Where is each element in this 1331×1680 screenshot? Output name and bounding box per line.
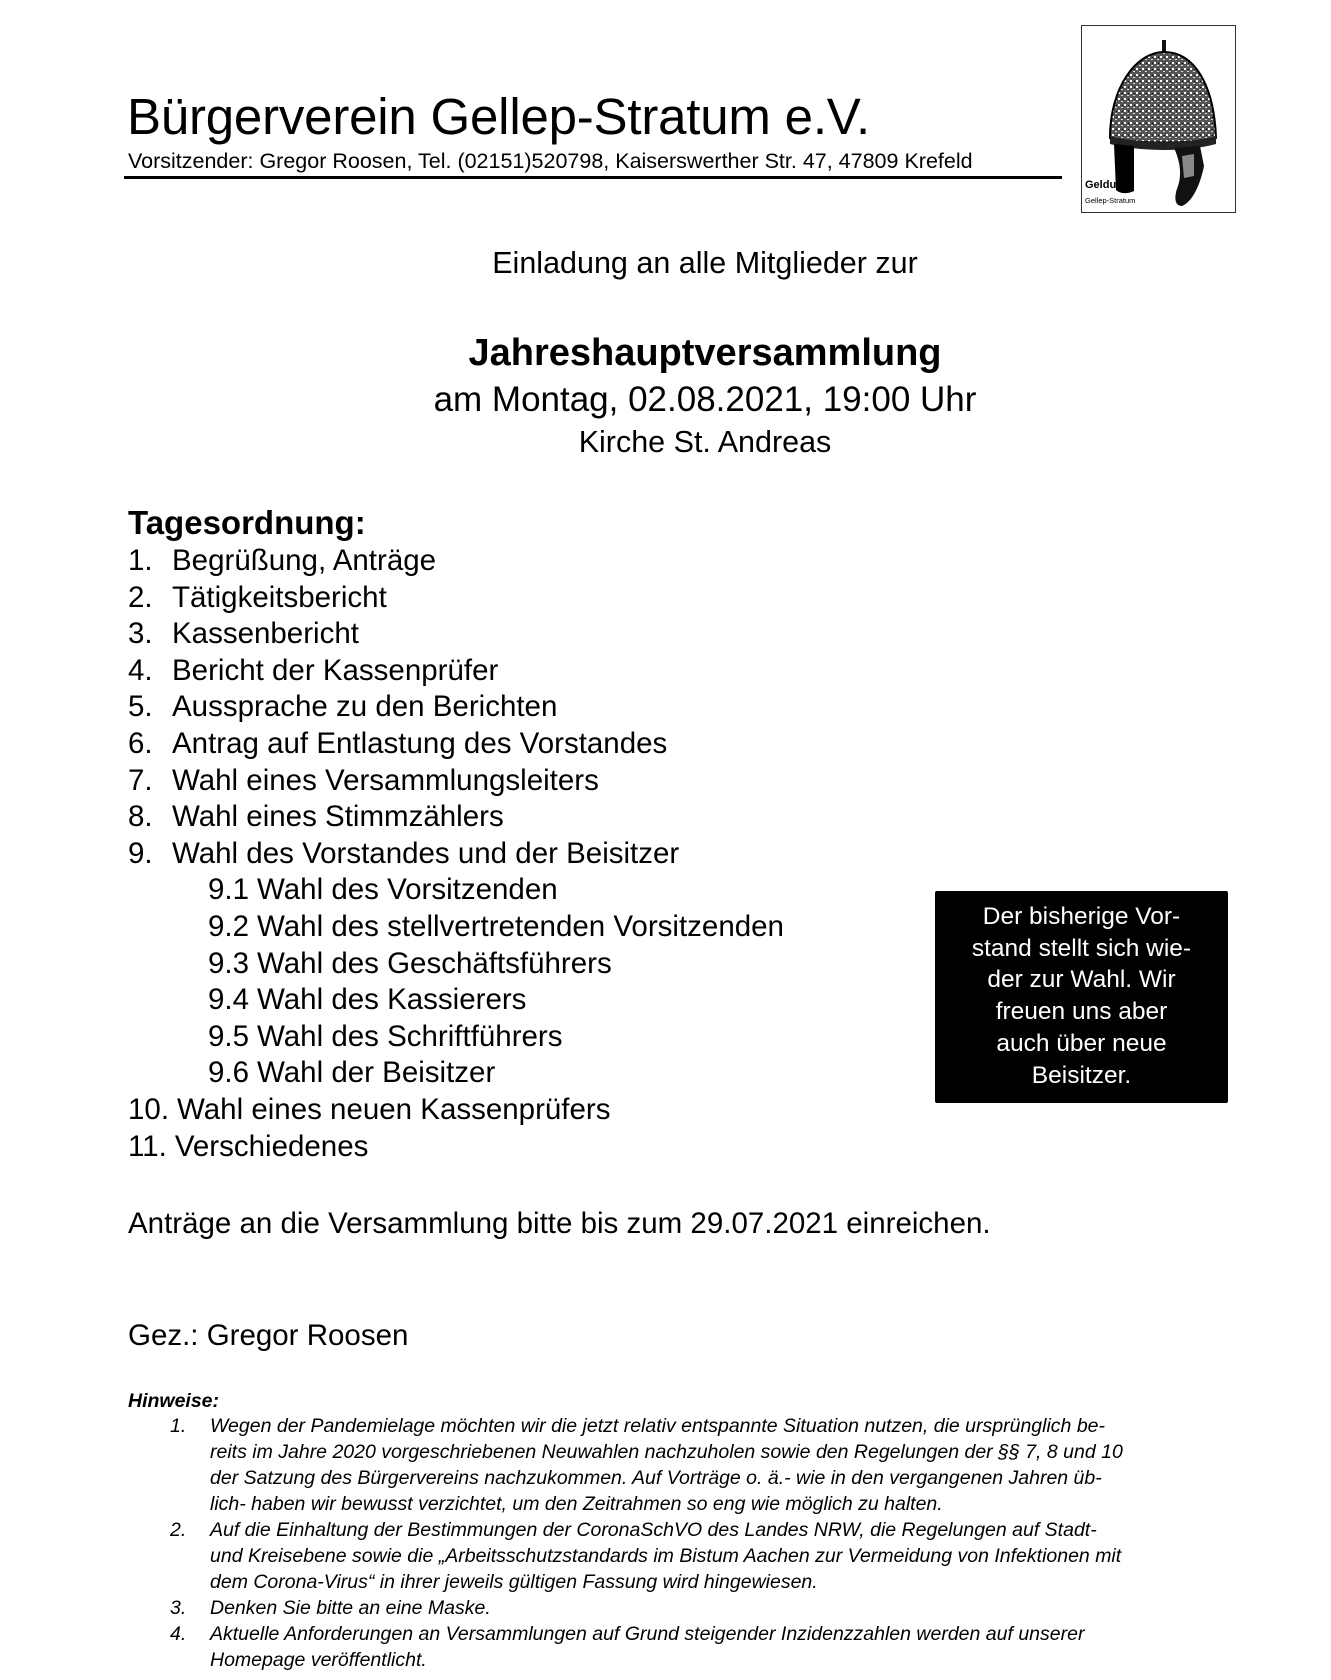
agenda-item-text: Begrüßung, Anträge xyxy=(172,544,437,577)
notes-heading: Hinweise: xyxy=(128,1390,220,1412)
agenda-heading: Tagesordnung: xyxy=(128,504,366,541)
agenda-item xyxy=(128,616,784,653)
callout-line: auch über neue xyxy=(996,1029,1167,1057)
note-item xyxy=(170,1413,1123,1517)
agenda-item-number: 9.3 xyxy=(208,946,250,980)
agenda-item-text: Antrag auf Entlastung des Vorstandes xyxy=(172,726,668,760)
note-item xyxy=(170,1517,1123,1595)
agenda-item-text: Wahl der Beisitzer xyxy=(257,1056,496,1090)
agenda-item-text: Wahl des Schriftführers xyxy=(257,1019,563,1053)
callout-line: stand stellt sich wie- xyxy=(971,934,1192,962)
agenda-subitem xyxy=(128,872,784,909)
submission-deadline: Anträge an die Versammlung bitte bis zum 29.07.2021 einreichen. xyxy=(128,1207,991,1240)
note-line: Aktuelle Anforderungen an Versammlungen auf Grund steigender Inzidenzzahlen werden auf unserer xyxy=(210,1623,1085,1645)
note-number: 2. xyxy=(170,1519,187,1541)
meeting-date: am Montag, 02.08.2021, 19:00 Uhr xyxy=(433,380,977,419)
organization-contact: Vorsitzender: Gregor Roosen, Tel. (02151)520798, Kaiserswerther Str. 47, 47809 Krefeld xyxy=(128,149,973,173)
agenda-item-number: 10. xyxy=(128,1092,170,1126)
note-number: 3. xyxy=(170,1597,187,1619)
agenda-item-number: 3. xyxy=(128,617,153,651)
agenda-item-text: Aussprache zu den Berichten xyxy=(172,690,558,724)
note-line: Auf die Einhaltung der Bestimmungen der CoronaSchVO des Landes NRW, die Regelungen auf Stadt- xyxy=(210,1519,1097,1541)
agenda-item xyxy=(128,726,784,763)
agenda-item-number: 2. xyxy=(128,580,153,614)
meeting-place: Kirche St. Andreas xyxy=(578,425,832,459)
agenda-item xyxy=(128,799,784,836)
agenda-item xyxy=(128,1129,784,1166)
note-line: Wegen der Pandemielage möchten wir die jetzt relativ entspannte Situation nutzen, die ursprünglich be- xyxy=(210,1415,1106,1437)
note-line: dem Corona-Virus“ in ihrer jeweils gültigen Fassung wird hingewiesen. xyxy=(210,1571,818,1593)
note-number: 4. xyxy=(170,1623,187,1645)
agenda-item-number: 9.1 xyxy=(208,873,250,907)
callout-line: Der bisherige Vor- xyxy=(982,903,1181,930)
notes-list xyxy=(170,1413,1123,1673)
logo-title: Gelduba xyxy=(1085,179,1130,191)
agenda-subitem xyxy=(128,1055,784,1092)
note-item xyxy=(170,1621,1123,1673)
note-line: reits im Jahre 2020 vorgeschriebenen Neuwahlen nachzuholen sowie den Regelungen der §§ 7, 8 und 10 xyxy=(210,1441,1123,1463)
agenda-item-number: 8. xyxy=(128,800,153,834)
note-line: Homepage veröffentlicht. xyxy=(210,1649,427,1671)
agenda-subitem xyxy=(128,946,784,983)
agenda-item xyxy=(128,763,784,800)
agenda-item-text: Wahl des Vorstandes und der Beisitzer xyxy=(172,836,680,870)
agenda-item-text: Kassenbericht xyxy=(172,617,359,651)
agenda-item-text: Wahl des Geschäftsführers xyxy=(257,946,612,980)
header-divider xyxy=(124,176,1062,179)
agenda-item-number: 7. xyxy=(128,763,153,797)
agenda-subitem xyxy=(128,909,784,946)
agenda-item xyxy=(128,580,784,617)
callout-line: Beisitzer. xyxy=(1031,1061,1132,1089)
agenda-item-text: Wahl des Kassierers xyxy=(257,983,527,1017)
agenda-subitem xyxy=(128,1019,784,1056)
agenda-item-number: 1. xyxy=(128,544,153,577)
agenda-subitem xyxy=(128,982,784,1019)
agenda-item-number: 9.2 xyxy=(208,909,250,943)
agenda-item-number: 6. xyxy=(128,726,153,760)
agenda-item-text: Bericht der Kassenprüfer xyxy=(172,653,499,687)
agenda-item-number: 9.4 xyxy=(208,983,250,1017)
signature: Gez.: Gregor Roosen xyxy=(128,1319,409,1352)
agenda-item xyxy=(128,653,784,690)
note-line: der Satzung des Bürgervereins nachzukommen. Auf Vorträge o. ä.- wie in den vergangenen Jahren üb- xyxy=(210,1467,1102,1489)
logo xyxy=(1081,25,1236,213)
agenda-item-number: 5. xyxy=(128,690,153,724)
agenda-item-number: 9.6 xyxy=(208,1056,250,1090)
organization-name: Bürgerverein Gellep-Stratum e.V. xyxy=(127,88,870,145)
agenda-item-text: Tätigkeitsbericht xyxy=(172,580,387,614)
agenda-item-text: Wahl eines neuen Kassenprüfers xyxy=(177,1092,611,1126)
note-line: lich- haben wir bewusst verzichtet, um den Zeitrahmen so eng wie möglich zu halten. xyxy=(210,1493,943,1515)
agenda-item-text: Wahl eines Stimmzählers xyxy=(172,800,504,834)
agenda-list xyxy=(128,543,784,1165)
note-line: und Kreisebene sowie die „Arbeitsschutzstandards im Bistum Aachen zur Vermeidung von Infektionen mit xyxy=(210,1545,1122,1567)
callout-line: freuen uns aber xyxy=(995,998,1168,1026)
agenda-item-number: 11. xyxy=(128,1129,167,1163)
agenda-item-text: Verschiedenes xyxy=(174,1129,369,1163)
logo-subtitle: Gellep-Stratum xyxy=(1085,196,1136,205)
invitation-intro: Einladung an alle Mitglieder zur xyxy=(492,246,918,280)
agenda-item-number: 9.5 xyxy=(208,1019,250,1053)
agenda-item xyxy=(128,1092,784,1129)
callout-line: der zur Wahl. Wir xyxy=(987,966,1176,994)
board-reelection-callout xyxy=(935,891,1228,1103)
agenda-item-number: 4. xyxy=(128,653,153,687)
agenda-item-text: Wahl des Vorsitzenden xyxy=(257,873,558,907)
note-line: Denken Sie bitte an eine Maske. xyxy=(210,1597,491,1619)
agenda-item xyxy=(128,543,784,580)
agenda-item xyxy=(128,689,784,726)
agenda-item-text: Wahl des stellvertretenden Vorsitzenden xyxy=(257,909,784,943)
agenda-item-text: Wahl eines Versammlungsleiters xyxy=(172,763,599,797)
note-item xyxy=(170,1595,1123,1621)
note-number: 1. xyxy=(170,1415,187,1437)
meeting-title: Jahreshauptversammlung xyxy=(468,332,942,374)
agenda-item xyxy=(128,836,784,873)
agenda-item-number: 9. xyxy=(128,836,153,870)
